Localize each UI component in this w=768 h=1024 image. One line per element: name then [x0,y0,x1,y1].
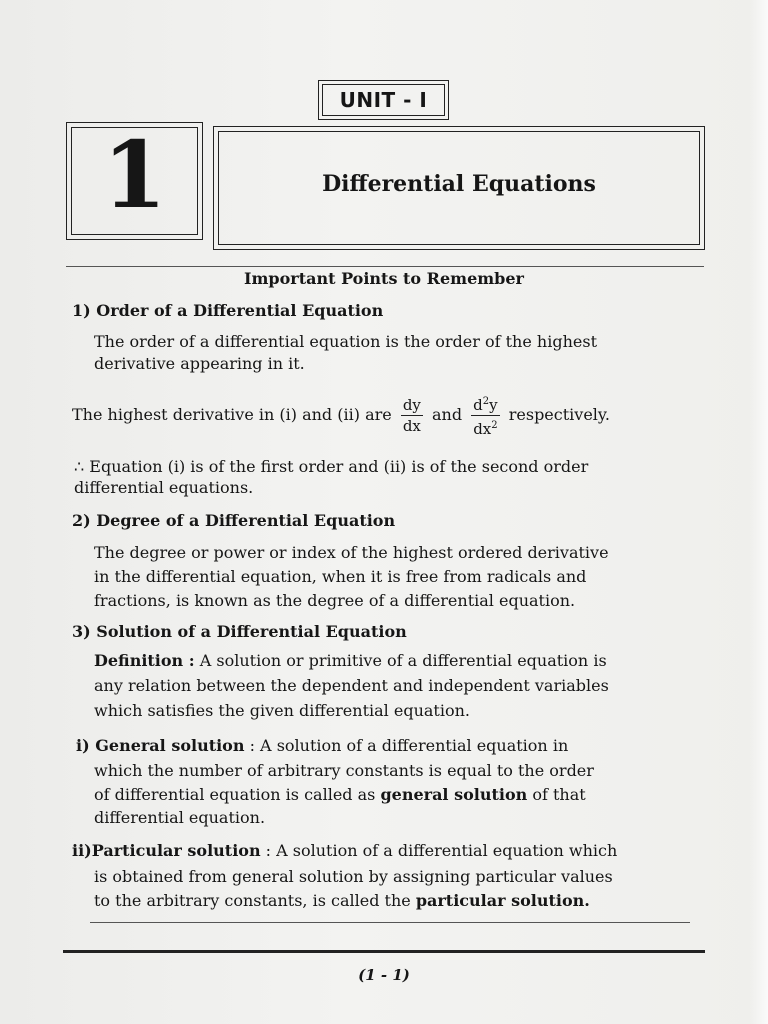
general-solution-line3: of differential equation is called as general solution of that [94,785,586,804]
page-number: (1 - 1) [358,966,410,984]
degree-text-line1: The degree or power or index of the highest ordered derivative [94,543,609,562]
degree-text-line3: fractions, is known as the degree of a differential equation. [94,591,576,610]
derivative-and: and [431,405,463,424]
unit-label: UNIT - I [339,88,428,112]
order-conclusion-line1: ∴ Equation (i) is of the first order and (ii) is of the second order [74,457,589,476]
divider-bottom [90,922,690,923]
general-solution-line2: which the number of arbitrary constants is equal to the order [94,761,594,780]
degree-heading: 2) Degree of a Differential Equation [72,511,396,530]
general-solution-line4: differential equation. [94,808,266,827]
footer-rule [63,950,705,953]
fraction-dy-dx [401,395,423,436]
order-heading: 1) Order of a Differential Equation [72,301,384,320]
particular-solution-line3: to the arbitrary constants, is called the particular solution. [94,891,590,910]
particular-solution-line1: ii)Particular solution : A solution of a differential equation which [72,841,618,860]
definition-line3: which satisfies the given differential equation. [94,701,470,720]
definition-line1: Definition : A solution or primitive of a differential equation is [94,651,607,670]
page-edge [750,0,768,1024]
fraction-d2y-dx2 [471,392,499,439]
degree-text-line2: in the differential equation, when it is free from radicals and [94,567,587,586]
derivative-prefix: The highest derivative in (i) and (ii) are [72,405,392,424]
derivative-suffix: respectively. [508,405,610,424]
solution-heading: 3) Solution of a Differential Equation [72,622,407,641]
unit-label-box [318,80,449,120]
fraction1-denominator: dx [402,417,421,435]
particular-solution-line2: is obtained from general solution by assigning particular values [94,867,613,886]
order-text-line2: derivative appearing in it. [94,354,305,373]
section-heading: Important Points to Remember [244,269,524,288]
fraction2-numerator: $d^2y$ [471,392,499,416]
divider-top [66,266,704,267]
chapter-number: 1 [102,121,167,229]
definition-line2: any relation between the dependent and independent variables [94,676,609,695]
general-solution-line1: i) General solution : A solution of a differential equation in [76,736,569,755]
order-text-line1: The order of a differential equation is the order of the highest [94,332,597,351]
fraction1-numerator: dy [402,396,421,414]
chapter-number-box [66,122,203,240]
fraction2-denominator: $dx^2$ [473,420,498,438]
order-conclusion-line2: differential equations. [74,478,254,497]
chapter-title: Differential Equations [322,171,596,197]
chapter-title-box [213,126,705,250]
derivative-statement [72,392,610,439]
